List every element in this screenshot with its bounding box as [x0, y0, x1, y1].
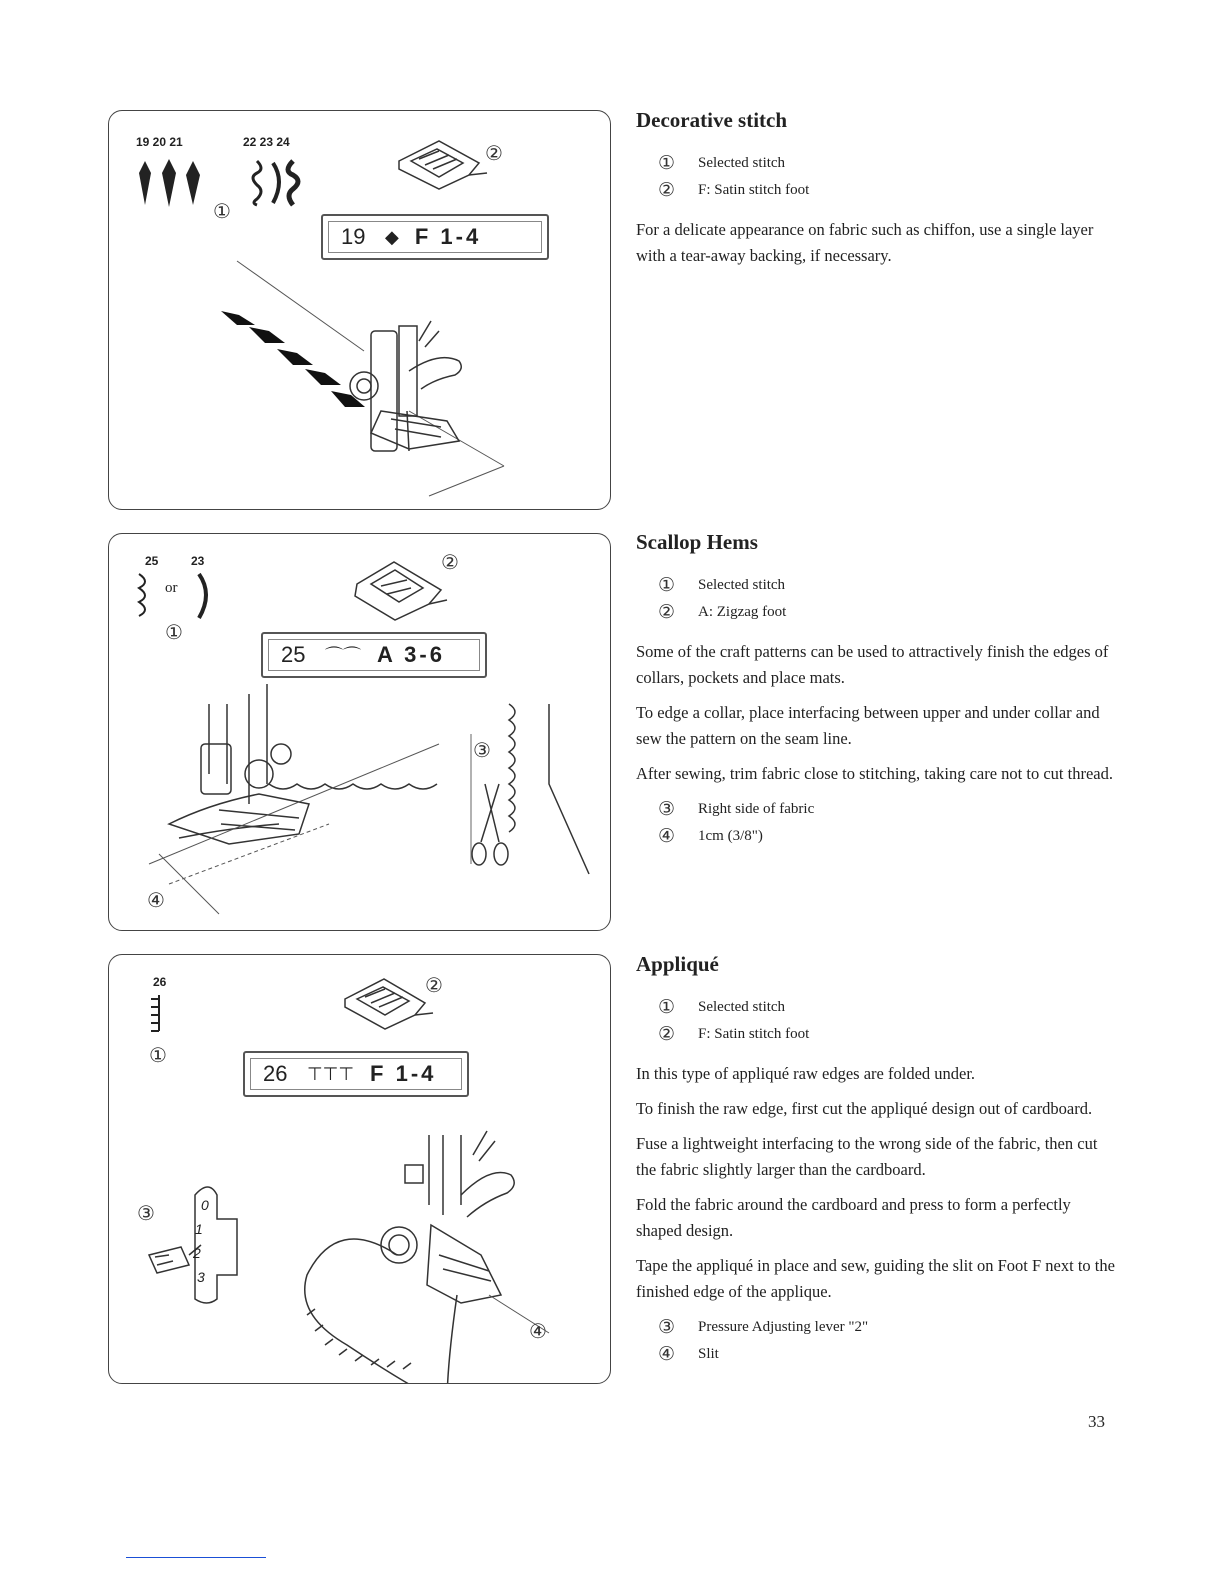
- section-scallop-hems: [636, 530, 1116, 863]
- legend-item: [658, 1341, 1116, 1368]
- legend-item: [658, 599, 1116, 626]
- display-foot-code: F 1-4: [414, 224, 482, 249]
- stitch-display: [321, 214, 549, 260]
- marker-distance: ④: [147, 890, 165, 912]
- marker-selected-stitch: ①: [213, 201, 231, 223]
- legend-secondary: [658, 796, 1116, 850]
- legend-item: [658, 823, 1116, 850]
- legend-marker: ③: [658, 1317, 676, 1338]
- legend: [658, 150, 1116, 204]
- marker-foot: ②: [485, 143, 503, 165]
- stitch-number-26: 26: [153, 975, 167, 989]
- legend-item: [658, 994, 1116, 1021]
- legend-item: [658, 1021, 1116, 1048]
- marker-foot: ②: [425, 975, 443, 997]
- illustration-decorative-stitch: [108, 110, 611, 510]
- legend-text: F: Satin stitch foot: [698, 1026, 810, 1042]
- legend-text: Right side of fabric: [698, 801, 815, 817]
- legend: [658, 994, 1116, 1048]
- scallop-stitch-icon: ⌒⌒: [325, 646, 361, 666]
- legend-marker: ②: [658, 602, 676, 623]
- marker-pressure-lever: ③: [137, 1203, 155, 1225]
- marker-right-side: ③: [473, 740, 491, 762]
- satin-foot-icon: [399, 141, 487, 189]
- legend-marker: ①: [658, 997, 676, 1018]
- legend-text: 1cm (3/8"): [698, 828, 763, 844]
- dial-value-0: 0: [201, 1197, 209, 1213]
- paragraph: In this type of appliqué raw edges are folded under.: [636, 1064, 976, 1083]
- legend-marker: ①: [658, 575, 676, 596]
- legend-item: [658, 796, 1116, 823]
- legend-text: Slit: [698, 1346, 719, 1362]
- satin-stitch-icon: ⊤⊤⊤: [307, 1063, 355, 1084]
- dial-value-2: 2: [193, 1245, 201, 1261]
- paragraph: For a delicate appearance on fabric such as chiffon, use a single layer with a tear-away backing, if necessary.: [636, 220, 1094, 265]
- illustration-applique: [108, 954, 611, 1384]
- paragraph: Fuse a lightweight interfacing to the wrong side of the fabric, then cut the fabric slightly larger than the cardboard.: [636, 1134, 1098, 1179]
- paragraph: Tape the appliqué in place and sew, guiding the slit on Foot F next to the finished edge of the applique.: [636, 1256, 1115, 1301]
- stitch-number-25: 25: [145, 554, 159, 568]
- legend-item: [658, 177, 1116, 204]
- legend: [658, 572, 1116, 626]
- dial-value-1: 1: [195, 1221, 203, 1237]
- zigzag-foot-icon: [355, 562, 447, 620]
- stitch-number-23: 23: [191, 554, 205, 568]
- legend-marker: ②: [658, 1024, 676, 1045]
- diamond-stitch-icon: ◆: [385, 226, 399, 247]
- legend-item: [658, 150, 1116, 177]
- legend-marker: ②: [658, 180, 676, 201]
- stitch-numbers-19-21: 19 20 21: [136, 135, 183, 149]
- paragraph: To finish the raw edge, first cut the appliqué design out of cardboard.: [636, 1099, 1093, 1118]
- satin-foot-icon: [345, 979, 433, 1029]
- marker-selected-stitch: ①: [149, 1045, 167, 1067]
- legend-text: A: Zigzag foot: [698, 604, 787, 620]
- display-stitch-number: 19: [341, 224, 366, 249]
- legend-marker: ③: [658, 799, 676, 820]
- legend-text: F: Satin stitch foot: [698, 182, 810, 198]
- legend-marker: ④: [658, 826, 676, 847]
- illustration-scallop-hems: [108, 533, 611, 931]
- section-title: Decorative stitch: [636, 108, 788, 132]
- section-title: Appliqué: [636, 952, 719, 976]
- display-stitch-number: 25: [281, 642, 306, 667]
- paragraph: After sewing, trim fabric close to stitching, taking care not to cut thread.: [636, 764, 1113, 783]
- paragraph: Some of the craft patterns can be used to attractively finish the edges of collars, pockets and place mats.: [636, 642, 1109, 687]
- legend-marker: ④: [658, 1344, 676, 1365]
- dial-value-3: 3: [197, 1269, 205, 1285]
- page-number: 33: [1088, 1412, 1105, 1431]
- legend-secondary: [658, 1314, 1116, 1368]
- stitch-display: [261, 632, 487, 678]
- display-stitch-number: 26: [263, 1061, 288, 1086]
- legend-item: [658, 1314, 1116, 1341]
- scallop-hems-drawing: [109, 534, 611, 931]
- footer-rule: [126, 1557, 266, 1558]
- section-title: Scallop Hems: [636, 530, 758, 554]
- or-label: or: [165, 580, 178, 596]
- marker-selected-stitch: ①: [165, 622, 183, 644]
- decorative-stitch-drawing: [109, 111, 611, 510]
- legend-text: Selected stitch: [698, 577, 786, 593]
- legend-marker: ①: [658, 153, 676, 174]
- paragraph: Fold the fabric around the cardboard and press to form a perfectly shaped design.: [636, 1195, 1071, 1240]
- section-decorative-stitch: [636, 108, 1116, 278]
- legend-item: [658, 572, 1116, 599]
- stitch-display: [243, 1051, 469, 1097]
- legend-text: Pressure Adjusting lever "2": [698, 1319, 869, 1335]
- marker-slit: ④: [529, 1321, 547, 1343]
- stitch-numbers-22-24: 22 23 24: [243, 135, 290, 149]
- paragraph: To edge a collar, place interfacing between upper and under collar and sew the pattern on the seam line.: [636, 703, 1100, 748]
- section-applique: [636, 952, 1116, 1381]
- legend-text: Selected stitch: [698, 155, 786, 171]
- legend-text: Selected stitch: [698, 999, 786, 1015]
- display-foot-code: A 3-6: [377, 642, 445, 667]
- display-foot-code: F 1-4: [370, 1061, 437, 1086]
- marker-foot: ②: [441, 552, 459, 574]
